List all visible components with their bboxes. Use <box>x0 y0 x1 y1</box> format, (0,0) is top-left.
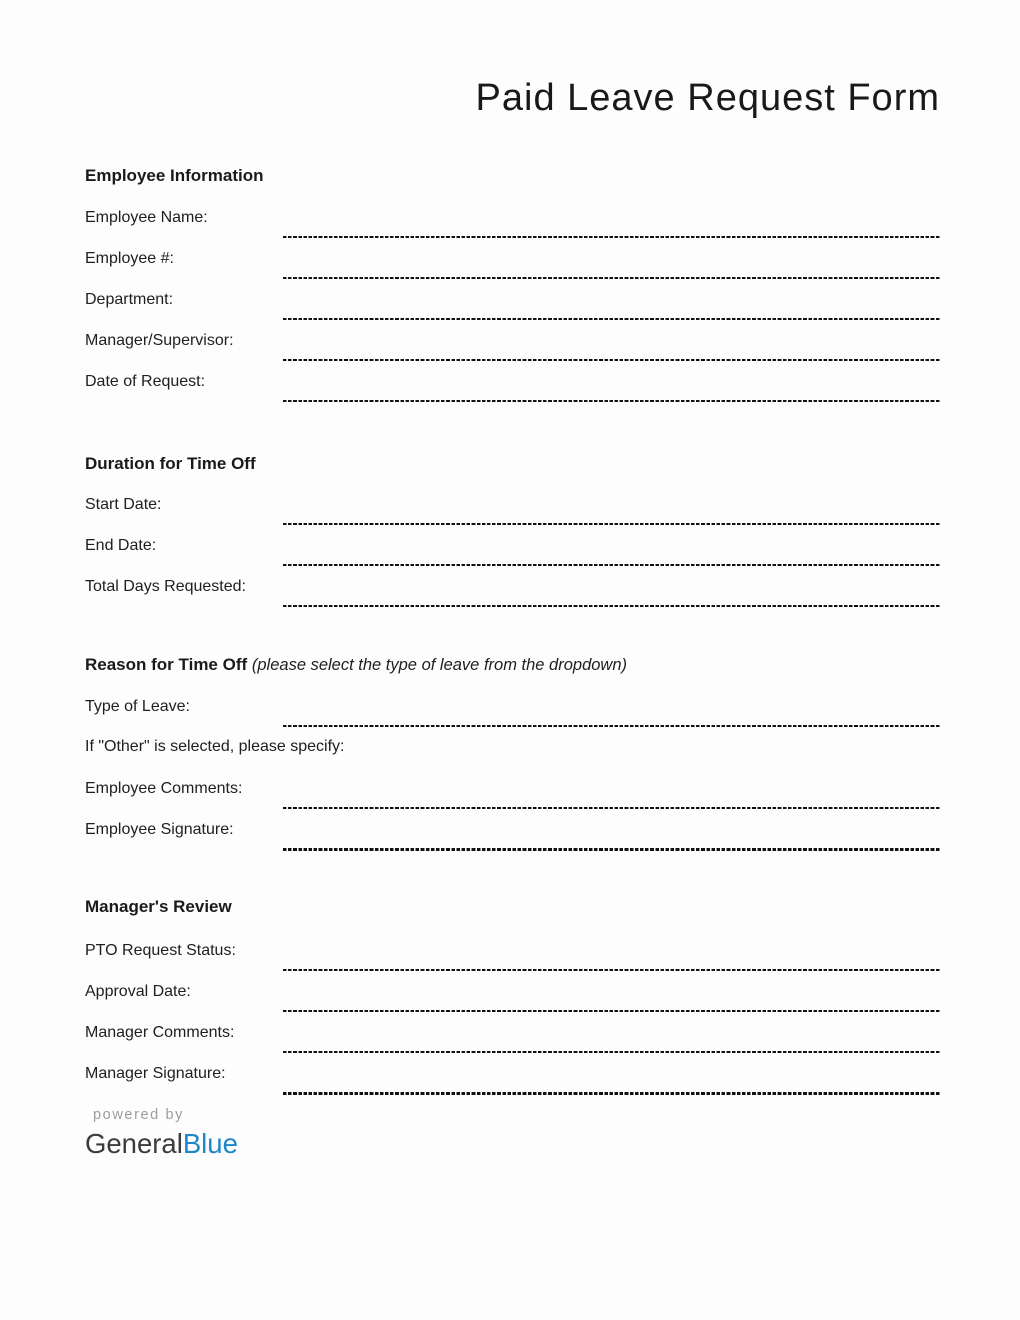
employee-name-row <box>85 208 940 249</box>
type-of-leave-row <box>85 697 940 738</box>
manager-supervisor-field-line[interactable] <box>283 359 940 361</box>
employee-comments-field-line[interactable] <box>283 807 940 809</box>
employee-name-label: Employee Name: <box>85 209 208 226</box>
section-managers-review <box>85 897 940 1105</box>
section-reason-for-time-off <box>85 655 940 861</box>
section-employee-information <box>85 166 940 413</box>
employee-number-label: Employee #: <box>85 250 174 267</box>
approval-date-label: Approval Date: <box>85 983 191 1000</box>
employee-number-row <box>85 249 940 290</box>
generalblue-wordmark <box>85 1127 940 1160</box>
employee-name-field-line[interactable] <box>283 236 940 238</box>
employee-information-heading: Employee Information <box>85 166 264 185</box>
manager-comments-row <box>85 1023 940 1064</box>
manager-supervisor-row <box>85 331 940 372</box>
approval-date-field-line[interactable] <box>283 1010 940 1012</box>
reason-heading-text: Reason for Time Off <box>85 655 248 674</box>
pto-request-status-row <box>85 941 940 982</box>
duration-heading: Duration for Time Off <box>85 454 256 473</box>
end-date-field-line[interactable] <box>283 564 940 566</box>
total-days-requested-label: Total Days Requested: <box>85 578 246 595</box>
reason-heading <box>85 655 940 675</box>
manager-comments-label: Manager Comments: <box>85 1024 235 1041</box>
manager-signature-field-line[interactable] <box>283 1092 940 1095</box>
date-of-request-row <box>85 372 940 413</box>
reason-heading-note: (please select the type of leave from the dropdown) <box>251 656 628 674</box>
brand-blue-text: Blue <box>182 1128 238 1159</box>
total-days-requested-field-line[interactable] <box>283 605 940 607</box>
employee-signature-row <box>85 820 940 861</box>
type-of-leave-label: Type of Leave: <box>85 698 190 715</box>
end-date-row <box>85 536 940 577</box>
employee-comments-label: Employee Comments: <box>85 780 243 797</box>
powered-by-text: powered by <box>93 1107 184 1123</box>
end-date-label: End Date: <box>85 537 157 554</box>
generalblue-logo <box>85 1105 940 1160</box>
brand-general-text: General <box>85 1128 183 1159</box>
pto-request-status-field-line[interactable] <box>283 969 940 971</box>
other-specify-label: If "Other" is selected, please specify: <box>85 738 345 755</box>
department-row <box>85 290 940 331</box>
manager-comments-field-line[interactable] <box>283 1051 940 1053</box>
department-field-line[interactable] <box>283 318 940 320</box>
employee-signature-label: Employee Signature: <box>85 821 234 838</box>
start-date-row <box>85 495 940 536</box>
form-title: Paid Leave Request Form <box>475 77 940 119</box>
manager-supervisor-label: Manager/Supervisor: <box>85 332 234 349</box>
start-date-label: Start Date: <box>85 496 162 513</box>
start-date-field-line[interactable] <box>283 523 940 525</box>
employee-comments-row <box>85 779 940 820</box>
date-of-request-label: Date of Request: <box>85 373 206 390</box>
managers-review-heading: Manager's Review <box>85 897 232 916</box>
manager-signature-label: Manager Signature: <box>85 1065 226 1082</box>
date-of-request-field-line[interactable] <box>283 400 940 402</box>
employee-signature-field-line[interactable] <box>283 848 940 851</box>
type-of-leave-dropdown-line[interactable] <box>283 725 940 727</box>
section-duration-for-time-off <box>85 454 940 618</box>
total-days-requested-row <box>85 577 940 618</box>
manager-signature-row <box>85 1064 940 1105</box>
pto-request-status-label: PTO Request Status: <box>85 942 236 959</box>
department-label: Department: <box>85 291 174 308</box>
approval-date-row <box>85 982 940 1023</box>
employee-number-field-line[interactable] <box>283 277 940 279</box>
